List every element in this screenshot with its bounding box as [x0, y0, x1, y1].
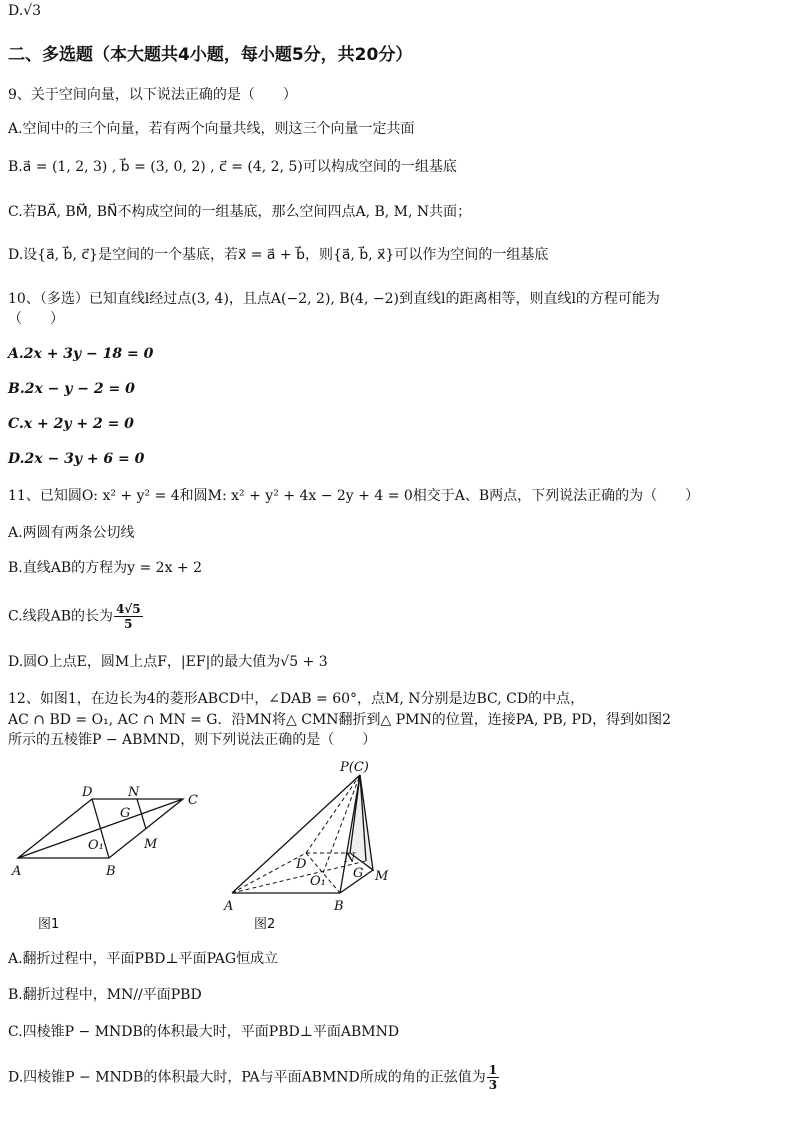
q12-option-d: D.四棱锥P − MNDB的体积最大时，PA与平面ABMND所成的角的正弦值为 $\frac{1}{3}$ [8, 1063, 498, 1092]
q10-option-a: A.2x + 3y − 18 = 0 [8, 346, 154, 362]
q12-option-a: A.翻折过程中，平面PBD⊥平面PAG恒成立 [8, 951, 279, 967]
fig1-label-d: D [82, 785, 93, 800]
fig1-label-o1: O₁ [88, 838, 104, 853]
figure-1-caption: 图1 [38, 917, 60, 932]
figure-2-caption: 图2 [254, 917, 276, 932]
q10-option-d: D.2x − 3y + 6 = 0 [8, 451, 145, 467]
fig2-label-g: G [353, 866, 364, 881]
fig2-label-m: M [375, 869, 389, 884]
fig2-label-p: P(C) [340, 760, 369, 775]
q11-stem: 11、已知圆O: x² + y² = 4和圆M: x² + y² + 4x − 2y + 4 = 0相交于A、B两点，下列说法正确的为（ ） [8, 488, 700, 504]
fig2-label-d: D [296, 857, 307, 872]
fig2-label-a: A [224, 899, 234, 914]
q12-option-c: C.四棱锥P − MNDB的体积最大时，平面PBD⊥平面ABMND [8, 1024, 400, 1040]
fig2-label-b: B [334, 899, 344, 914]
q10-option-c: C.x + 2y + 2 = 0 [8, 416, 134, 432]
q10-stem-paren: （ ） [8, 311, 64, 327]
q12-stem-line1: 12、如图1，在边长为4的菱形ABCD中，∠DAB = 60°，点M, N分别是边BC, CD的中点， [8, 691, 585, 707]
fig2-label-n: N [344, 851, 356, 866]
fig1-label-g: G [120, 806, 131, 821]
q9-option-d: D.设{a⃗, b⃗, c⃗}是空间的一个基底，若x⃗ = a⃗ + b⃗，则{a⃗, b⃗, x⃗}可以作为空间的一组基底 [8, 247, 549, 263]
fraction-4root5-over-5: $\frac{4√5}{5}$ [116, 602, 141, 631]
q9-option-b: B.a⃗ = (1, 2, 3) , b⃗ = (3, 0, 2) , c⃗ = (4, 2, 5)可以构成空间的一组基底 [8, 159, 457, 175]
fig1-label-b: B [106, 864, 116, 879]
q11-option-a: A.两圆有两条公切线 [8, 525, 135, 541]
q9-option-c: C.若BA⃗, BM⃗, BN⃗不构成空间的一组基底，那么空间四点A, B, M, N共面； [8, 204, 472, 220]
q10-stem: 10、（多选）已知直线l经过点(3, 4)，且点A(−2, 2), B(4, −2)到直线l的距离相等，则直线l的方程可能为 [8, 291, 660, 307]
fig1-label-a: A [12, 864, 22, 879]
fig1-label-m: M [144, 837, 158, 852]
q12-option-b: B.翻折过程中，MN//平面PBD [8, 987, 202, 1003]
fraction-1-over-3: $\frac{1}{3}$ [488, 1063, 498, 1092]
q12-stem-line3: 所示的五棱锥P − ABMND，则下列说法正确的是（ ） [8, 732, 377, 748]
previous-option-d: D.√3 [8, 3, 42, 19]
q12-stem-line2: AC ∩ BD = O₁, AC ∩ MN = G．沿MN将△ CMN翻折到△ PMN的位置，连接PA, PB, PD，得到如图2 [8, 712, 672, 728]
figure-1-rhombus [0, 775, 220, 940]
fig2-label-o1: O₁ [310, 874, 326, 889]
figure-2-pyramid [220, 755, 400, 940]
fig1-label-c: C [188, 793, 198, 808]
q10-option-b: B.2x − y − 2 = 0 [8, 381, 135, 397]
q9-option-a: A.空间中的三个向量，若有两个向量共线，则这三个向量一定共面 [8, 121, 415, 137]
section-heading: 二、多选题（本大题共4小题，每小题5分，共20分） [8, 45, 413, 65]
q9-stem: 9、关于空间向量，以下说法正确的是（ ） [8, 87, 297, 103]
q11-option-b: B.直线AB的方程为y = 2x + 2 [8, 560, 203, 576]
fig1-label-n: N [128, 785, 140, 800]
q11-option-d: D.圆O上点E，圆M上点F，|EF|的最大值为√5 + 3 [8, 654, 328, 670]
q11-option-c: C.线段AB的长为 $\frac{4√5}{5}$ [8, 602, 141, 631]
